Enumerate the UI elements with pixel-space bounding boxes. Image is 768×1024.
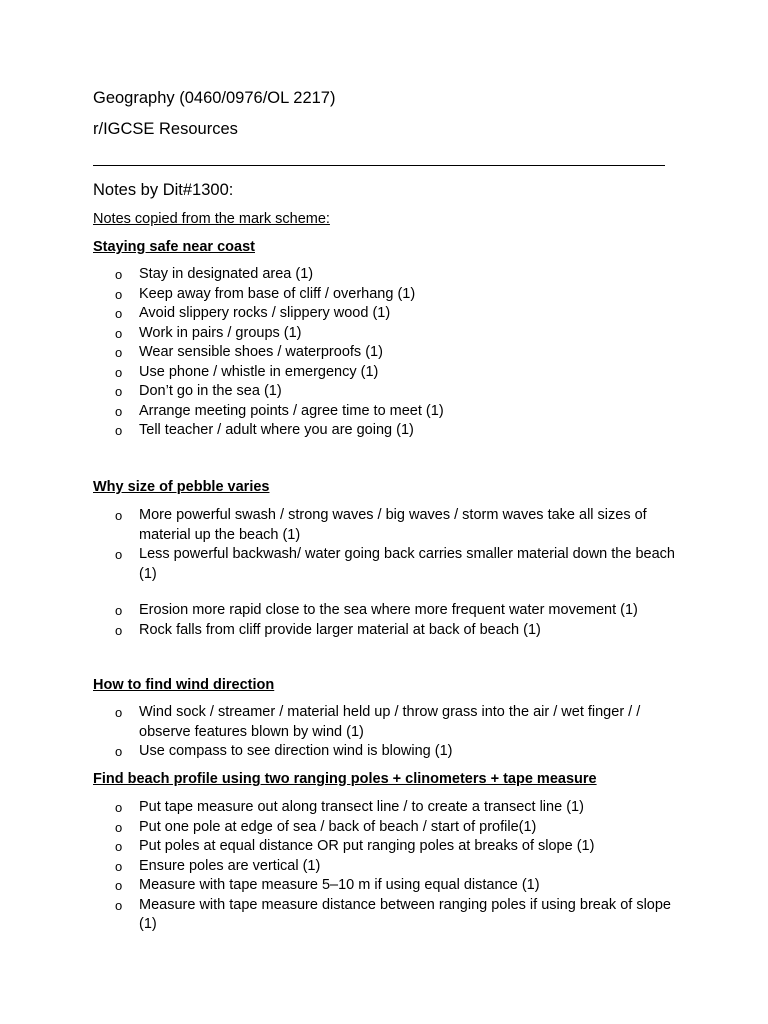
list-item-text: Measure with tape measure distance between ranging poles if using break of slope (1) (139, 896, 671, 932)
bullet-icon: o (115, 325, 123, 341)
list-item-text: Erosion more rapid close to the sea where more frequent water movement (1) (139, 602, 638, 618)
list-item (115, 265, 675, 285)
list-item-text: Use phone / whistle in emergency (1) (139, 363, 379, 380)
list-item-text: Put poles at equal distance OR put ranging poles at breaks of slope (1) (139, 838, 595, 854)
bullet-icon: o (115, 800, 123, 815)
list-item (115, 324, 675, 344)
bullet-icon: o (115, 744, 123, 759)
list-item-text: More powerful swash / strong waves / big waves / storm waves take all sizes of material up the beach (1) (139, 507, 647, 543)
bullet-icon: o (115, 819, 123, 835)
list-item-text: Keep away from base of cliff / overhang (1) (139, 285, 416, 302)
list-item (115, 545, 675, 584)
list-item-text: Wear sensible shoes / waterproofs (1) (139, 344, 383, 360)
list-staying-safe (115, 265, 675, 441)
bullet-icon: o (115, 508, 123, 523)
list-item (115, 621, 675, 641)
list-item-text: Put one pole at edge of sea / back of beach / start of profile(1) (139, 818, 537, 835)
bullet-icon: o (115, 345, 123, 360)
list-item (115, 837, 675, 857)
list-item-text: Avoid slippery rocks / slippery wood (1) (139, 305, 391, 321)
section-heading-staying-safe: Staying safe near coast (93, 239, 255, 255)
bullet-icon: o (115, 286, 123, 302)
list-item (115, 304, 675, 324)
bullet-icon: o (115, 858, 123, 874)
list-wind-direction (115, 703, 675, 762)
list-item (115, 798, 675, 818)
horizontal-rule (93, 165, 665, 166)
bullet-icon: o (115, 384, 123, 399)
bullet-icon: o (115, 267, 123, 282)
bullet-icon: o (115, 839, 123, 854)
section-heading-beach-profile: Find beach profile using two ranging poles + clinometers + tape measure (93, 771, 597, 787)
list-item-text: Work in pairs / groups (1) (139, 324, 302, 341)
list-item-text: Arrange meeting points / agree time to meet (1) (139, 402, 444, 419)
list-item (115, 285, 675, 305)
list-item-text: Wind sock / streamer / material held up / throw grass into the air / wet finger / / observe features blown by wind (1) (139, 704, 641, 740)
bullet-icon: o (115, 423, 123, 438)
list-item (115, 742, 675, 762)
bullet-icon: o (115, 897, 123, 913)
list-item-text: Use compass to see direction wind is blowing (1) (139, 743, 453, 759)
bullet-icon: o (115, 364, 123, 380)
list-item-text: Put tape measure out along transect line / to create a transect line (1) (139, 799, 584, 815)
list-item (115, 343, 675, 363)
bullet-icon: o (115, 603, 123, 618)
list-item-text: Stay in designated area (1) (139, 266, 314, 282)
list-item (115, 402, 675, 422)
list-item (115, 601, 675, 621)
bullet-icon: o (115, 622, 123, 638)
bullet-icon: o (115, 705, 123, 720)
notes-author: Notes by Dit#1300: (93, 181, 234, 199)
document-subtitle: r/IGCSE Resources (93, 120, 238, 138)
list-item-text: Don’t go in the sea (1) (139, 383, 282, 399)
bullet-icon: o (115, 403, 123, 419)
list-item-text: Ensure poles are vertical (1) (139, 857, 321, 874)
list-item (115, 896, 675, 935)
bullet-icon: o (115, 878, 123, 893)
list-beach-profile (115, 798, 675, 935)
source-note: Notes copied from the mark scheme: (93, 211, 330, 227)
list-item (115, 382, 675, 402)
section-heading-wind-direction: How to find wind direction (93, 677, 275, 693)
list-pebble-size (115, 506, 675, 640)
list-item-text: Measure with tape measure 5–10 m if using equal distance (1) (139, 877, 540, 893)
list-item (115, 876, 675, 896)
list-item (115, 363, 675, 383)
bullet-icon: o (115, 306, 123, 321)
list-item (115, 506, 675, 545)
list-item-text: Less powerful backwash/ water going back carries smaller material down the beach (1) (139, 546, 675, 582)
list-item (115, 818, 675, 838)
list-item (115, 857, 675, 877)
list-item-text: Rock falls from cliff provide larger material at back of beach (1) (139, 621, 541, 638)
document-title: Geography (0460/0976/OL 2217) (93, 89, 336, 107)
list-item-text: Tell teacher / adult where you are going (1) (139, 422, 414, 438)
section-heading-pebble-size: Why size of pebble varies (93, 479, 270, 495)
bullet-icon: o (115, 547, 123, 562)
list-item (115, 703, 675, 742)
list-item (115, 421, 675, 441)
